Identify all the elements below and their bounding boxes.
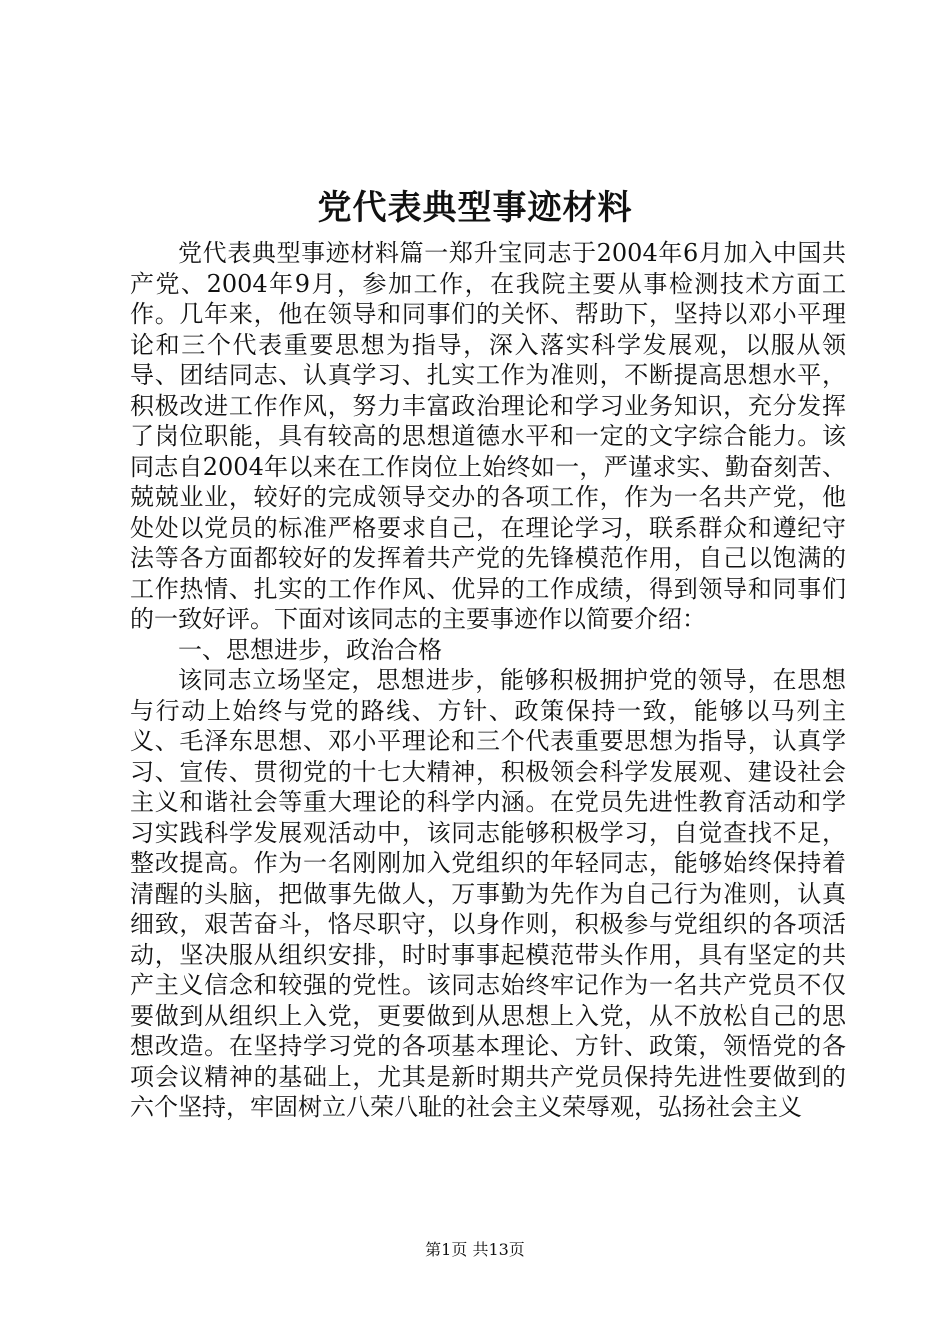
document-title: 党代表典型事迹材料 xyxy=(317,188,633,228)
paragraph-intro: 党代表典型事迹材料篇一郑升宝同志于2004年6月加入中国共产党、2004年9月，参加工作，在我院主要从事检测技术方面工作。几年来，他在领导和同事们的关怀、帮助下，坚持以邓小平理论和三个代表重要思想为指导，深入落实科学发展观，以服从领导、团结同志、认真学习、扎实工作为准则，不断提高思想水平，积极改进工作作风，努力丰富政治理论和学习业务知识，充分发挥了岗位职能，具有较高的思想道德水平和一定的文字综合能力。该同志自2004年以来在工作岗位上始终如一，严谨求实、勤奋刻苦、兢兢业业，较好的完成领导交办的各项工作，作为一名共产党，他处处以党员的标准严格要求自己，在理论学习，联系群众和遵纪守法等各方面都较好的发挥着共产党的先锋模范作用，自己以饱满的工作热情、扎实的工作作风、优异的工作成绩，得到领导和同事们的一致好评。下面对该同志的主要事迹作以简要介绍： xyxy=(130,239,846,633)
page-footer: 第1页 共13页 xyxy=(425,1240,525,1259)
section-heading: 一、思想进步，政治合格 xyxy=(178,635,442,664)
document-body xyxy=(130,238,846,1123)
paragraph-section-1: 该同志立场坚定，思想进步，能够积极拥护党的领导，在思想与行动上始终与党的路线、方针、政策保持一致，能够以马列主义、毛泽东思想、邓小平理论和三个代表重要思想为指导，认真学习、宣传、贯彻党的十七大精神，积极领会科学发展观、建设社会主义和谐社会等重大理论的科学内涵。在党员先进性教育活动和学习实践科学发展观活动中，该同志能够积极学习，自觉查找不足，整改提高。作为一名刚刚加入党组织的年轻同志，能够始终保持着清醒的头脑，把做事先做人，万事勤为先作为自己行为准则，认真细致，艰苦奋斗，恪尽职守，以身作则，积极参与党组织的各项活动，坚决服从组织安排，时时事事起模范带头作用，具有坚定的共产主义信念和较强的党性。该同志始终牢记作为一名共产党员不仅要做到从组织上入党，更要做到从思想上入党，从不放松自己的思想改造。在坚持学习党的各项基本理论、方针、政策，领悟党的各项会议精神的基础上，尤其是新时期共产党员保持先进性要做到的六个坚持，牢固树立八荣八耻的社会主义荣辱观，弘扬社会主义 xyxy=(130,666,846,1121)
